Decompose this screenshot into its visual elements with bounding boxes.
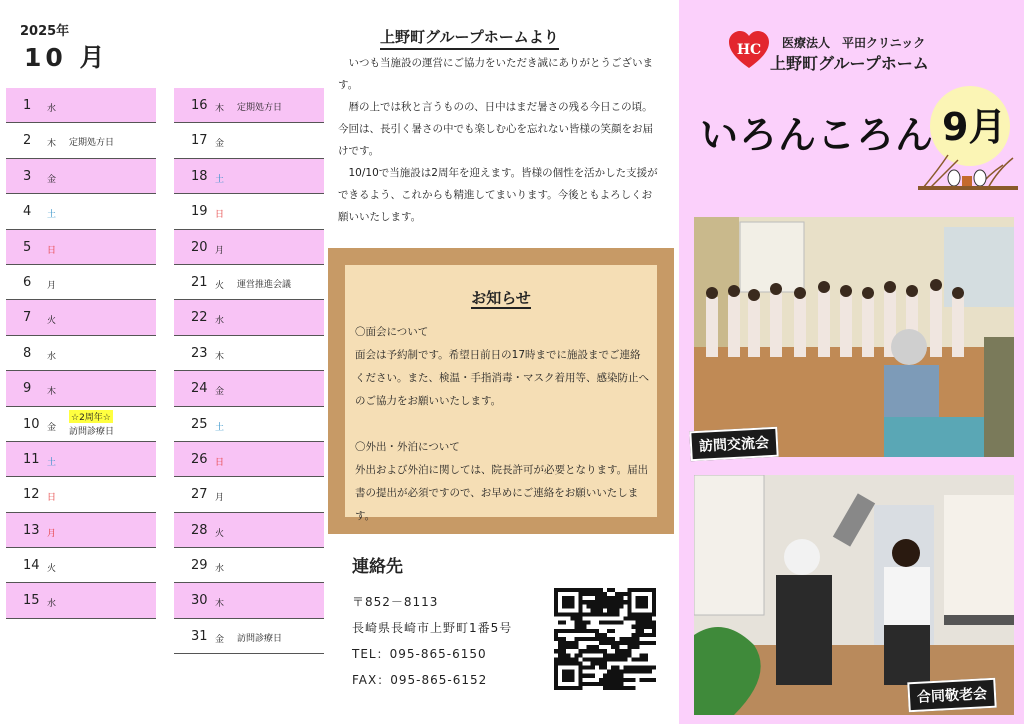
calendar-year: 2025年 (20, 24, 70, 39)
calendar-day-number: 25 (191, 416, 208, 432)
message-paragraph: 10/10で当施設は2周年を迎えます。皆様の個性を活かした支援ができるよう、これからも精進してまいります。今後ともよろしくお願いいたします。 (338, 167, 658, 223)
notice-paper (345, 265, 657, 522)
calendar-day-number: 17 (191, 133, 208, 149)
calendar-event: 運営推進会議 (237, 279, 292, 290)
calendar-day-number: 22 (191, 310, 208, 326)
calendar-day-number: 18 (191, 168, 208, 184)
contact-title: 連絡先 (352, 557, 403, 577)
calendar-day-of-week: 土 (47, 210, 57, 221)
calendar-month: 10 月 (24, 43, 109, 72)
calendar-day-row (174, 583, 324, 618)
calendar-day-row (6, 442, 156, 477)
contact-tel: TEL：095-865-6150 (352, 647, 487, 661)
notice-text-outing: 外出および外泊に関しては、院長許可が必要となります。届出書の提出が必須ですので、お早めにご連絡をお願いいたします。 (355, 464, 649, 522)
photo-visit-exchange (694, 217, 1014, 457)
calendar-day-row (174, 548, 324, 583)
contact-fax: FAX：095-865-6152 (352, 673, 488, 687)
calendar-day-row (174, 300, 324, 335)
org-name: 医療法人 平田クリニック (782, 36, 926, 50)
calendar-day-number: 19 (191, 204, 208, 220)
calendar-day-row (6, 513, 156, 548)
photo-caption-visit: 訪問交流会 (689, 427, 778, 462)
calendar-day-number: 31 (191, 628, 208, 644)
calendar-day-row (6, 194, 156, 229)
contact-zip: 〒852－8113 (352, 595, 439, 609)
pampas-grass-rabbit-icon (918, 150, 1018, 190)
calendar-day-number: 28 (191, 522, 208, 538)
calendar-day-number: 3 (23, 168, 32, 184)
message-paragraph: 暦の上では秋と言うものの、日中はまだ暑さの残る今日この頃。今回は、長引く暑さの中でも楽しむ心を忘れない皆様の笑顔をお届けです。 (338, 101, 653, 157)
calendar-day-number: 9 (23, 381, 32, 397)
calendar-day-of-week: 月 (215, 493, 225, 504)
calendar-day-of-week: 土 (47, 457, 57, 468)
calendar-day-of-week: 月 (215, 245, 225, 256)
calendar-day-number: 12 (23, 487, 40, 503)
notice-heading-outing: 〇外出・外泊について (355, 441, 460, 453)
home-name: 上野町グループホーム (770, 54, 929, 73)
calendar-day-row (6, 123, 156, 158)
calendar-day-of-week: 火 (215, 528, 225, 539)
calendar-day-of-week: 火 (215, 280, 225, 291)
calendar-day-of-week: 火 (47, 564, 57, 575)
calendar-day-number: 2 (23, 133, 32, 149)
calendar-event: 訪問診療日 (237, 633, 283, 644)
logo-text: HC (736, 42, 762, 58)
calendar-day-row (174, 265, 324, 300)
calendar-day-of-week: 木 (215, 599, 225, 610)
notice-box (328, 248, 674, 534)
calendar-day-row (6, 88, 156, 123)
calendar-day-of-week: 日 (215, 210, 225, 221)
calendar-day-of-week: 月 (47, 280, 57, 291)
message-body (338, 52, 660, 228)
calendar-day-number: 6 (23, 274, 32, 290)
calendar-day-of-week: 木 (47, 139, 57, 150)
notice-text-visit: 面会は予約制です。希望日前日の17時までに施設までご連絡ください。また、検温・手指消毒・マスク着用等、感染防止へのご協力をお願いいたします。 (355, 349, 649, 407)
photo-caption-elders: 合同敬老会 (907, 678, 996, 713)
calendar-day-row (6, 548, 156, 583)
notice-body (355, 321, 651, 528)
calendar-day-of-week: 木 (215, 104, 225, 114)
calendar-day-row (6, 230, 156, 265)
calendar-day-row (174, 336, 324, 371)
calendar-day-number: 13 (23, 522, 40, 538)
calendar-day-of-week: 水 (47, 599, 57, 610)
calendar-day-of-week: 水 (47, 351, 57, 362)
calendar-day-row (6, 300, 156, 335)
calendar-day-of-week: 木 (47, 387, 57, 398)
calendar-day-of-week: 火 (47, 316, 57, 327)
calendar-day-row (174, 88, 324, 123)
calendar-day-of-week: 日 (47, 245, 57, 256)
calendar-day-row (174, 371, 324, 406)
message-paragraph: いつも当施設の運営にご協力をいただき誠にありがとうございます。 (338, 57, 653, 91)
calendar-day-number: 29 (191, 558, 208, 574)
calendar-day-row (174, 513, 324, 548)
calendar-day-row (6, 265, 156, 300)
calendar-day-number: 21 (191, 274, 208, 290)
notice-title-text: お知らせ (471, 289, 531, 307)
calendar-day-number: 10 (23, 416, 40, 432)
calendar-day-number: 24 (191, 381, 208, 397)
calendar-day-number: 1 (23, 98, 32, 113)
calendar-day-of-week: 水 (215, 316, 225, 327)
calendar-day-number: 7 (23, 310, 32, 326)
calendar-day-of-week: 日 (47, 493, 57, 504)
calendar-day-of-week: 木 (215, 351, 225, 362)
calendar-column-1 (6, 88, 156, 619)
calendar-day-number: 30 (191, 593, 208, 609)
contact-address: 長崎県長崎市上野町1番5号 (352, 621, 513, 635)
calendar-day-row (174, 123, 324, 158)
calendar-day-of-week: 金 (47, 174, 57, 185)
calendar-day-of-week: 水 (47, 104, 57, 114)
newsletter-title: いろんころん (700, 113, 935, 157)
calendar-day-number: 4 (23, 204, 32, 220)
calendar-anniversary-badge: ☆2周年☆ (69, 410, 113, 423)
message-title: 上野町グループホームより (380, 26, 559, 50)
calendar-day-of-week: 金 (47, 422, 57, 433)
calendar-day-row (174, 407, 324, 442)
calendar-day-row (6, 336, 156, 371)
calendar-day-number: 11 (23, 451, 40, 467)
calendar-day-of-week: 日 (215, 457, 225, 468)
calendar-day-row (174, 619, 324, 654)
calendar-event: 定期処方日 (69, 138, 115, 149)
calendar-day-of-week: 金 (215, 139, 225, 150)
clinic-logo-heart-icon (727, 30, 771, 70)
notice-heading-visit: 〇面会について (355, 326, 429, 338)
calendar-day-number: 14 (23, 558, 40, 574)
calendar-day-row (174, 442, 324, 477)
calendar-day-of-week: 月 (47, 528, 57, 539)
qr-code-icon (554, 588, 656, 690)
calendar-day-of-week: 水 (215, 564, 225, 575)
calendar-day-row (174, 194, 324, 229)
calendar-day-row (174, 230, 324, 265)
calendar-day-number: 20 (191, 239, 208, 255)
calendar-day-number: 5 (23, 239, 32, 255)
calendar-day-row (174, 477, 324, 512)
calendar-day-number: 23 (191, 345, 208, 361)
calendar-day-number: 8 (23, 345, 32, 361)
issue-month: 9月 (942, 105, 1007, 149)
calendar-day-of-week: 金 (215, 387, 225, 398)
calendar-day-of-week: 土 (215, 422, 225, 433)
calendar-day-of-week: 金 (215, 634, 225, 645)
calendar-day-row (174, 159, 324, 194)
calendar-day-number: 27 (191, 487, 208, 503)
notice-title (345, 287, 657, 308)
calendar-day-number: 26 (191, 451, 208, 467)
calendar-column-2 (174, 88, 324, 654)
calendar-day-of-week: 土 (215, 174, 225, 185)
calendar-event: 訪問診療日 (69, 426, 115, 437)
calendar-day-row (6, 371, 156, 406)
calendar-day-number: 15 (23, 593, 40, 609)
calendar-event: 定期処方日 (237, 103, 283, 113)
calendar-day-row (6, 159, 156, 194)
calendar-day-row (6, 407, 156, 442)
calendar-day-number: 16 (191, 98, 208, 113)
calendar-day-row (6, 583, 156, 618)
calendar-day-row (6, 477, 156, 512)
